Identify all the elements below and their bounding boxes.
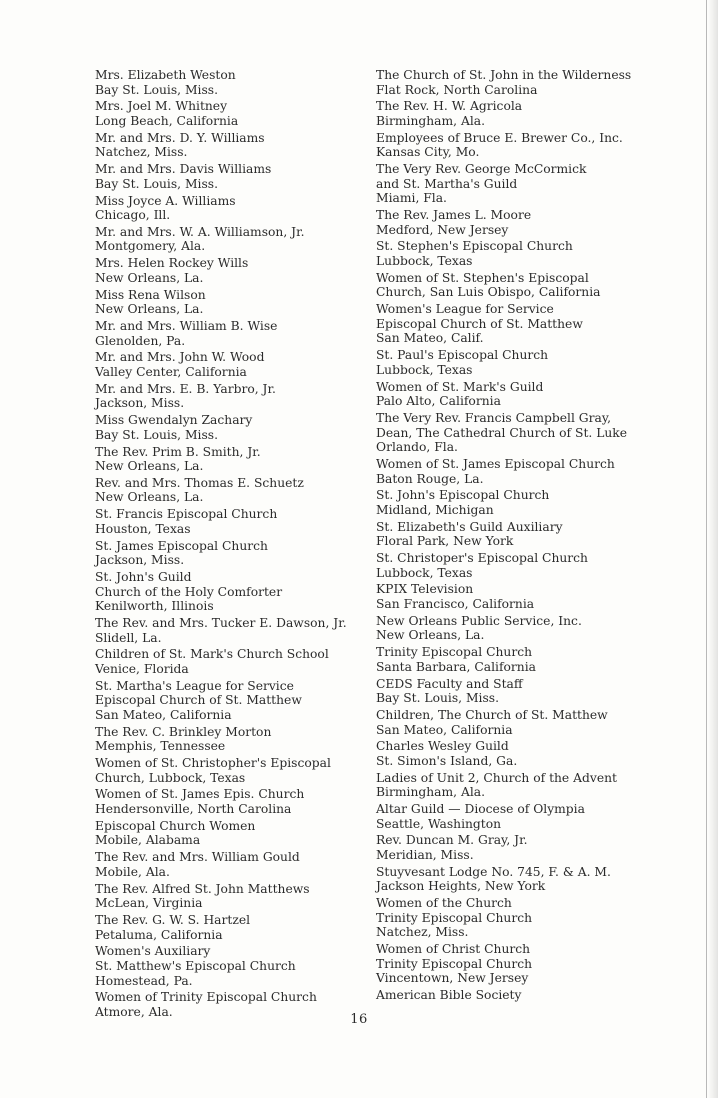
donor-entry (95, 256, 365, 285)
donor-entry (95, 647, 365, 676)
donor-name: The Rev. and Mrs. William Gould (95, 850, 300, 865)
donor-detail: Atmore, Ala. (95, 1004, 173, 1019)
donor-name: Altar Guild — Diocese of Olympia (376, 802, 585, 817)
donor-name: Mrs. Helen Rockey Wills (95, 256, 249, 271)
donor-detail: Chicago, Ill. (95, 208, 171, 223)
donor-name: Employees of Bruce E. Brewer Co., Inc. (376, 130, 623, 145)
donor-entry (95, 570, 365, 614)
donor-entry (95, 913, 365, 942)
donor-entry (95, 319, 365, 348)
donor-detail: Homestead, Pa. (95, 973, 193, 988)
donor-entry (376, 865, 676, 894)
donor-name: Miss Rena Wilson (95, 287, 206, 302)
donor-detail: Long Beach, California (95, 113, 239, 128)
donor-detail: Episcopal Church of St. Matthew (376, 316, 583, 331)
donor-name: Mr. and Mrs. E. B. Yarbro, Jr. (95, 381, 276, 396)
left-column (95, 68, 365, 1022)
donor-detail: San Mateo, California (376, 722, 513, 737)
donor-name: The Very Rev. Francis Campbell Gray, (376, 410, 612, 425)
donor-detail: Kenilworth, Illinois (95, 599, 214, 614)
donor-detail: Kansas City, Mo. (376, 145, 480, 160)
donor-detail: Bay St. Louis, Miss. (95, 427, 219, 442)
donor-entry (376, 771, 676, 800)
donor-detail: San Francisco, California (376, 597, 535, 611)
donor-detail: Jackson, Miss. (95, 553, 185, 568)
donor-entry (376, 131, 676, 160)
donor-detail: Memphis, Tennessee (95, 739, 226, 754)
donor-name: Miss Joyce A. Williams (95, 193, 236, 208)
donor-name: The Rev. Alfred St. John Matthews (95, 881, 310, 896)
donor-detail: Valley Center, California (95, 364, 247, 379)
donor-entry (376, 896, 676, 940)
donor-name: Women's League for Service (376, 302, 554, 317)
donor-entry (95, 819, 365, 848)
donor-entry (95, 787, 365, 816)
donor-entry (376, 582, 676, 611)
donor-name: The Rev. and Mrs. Tucker E. Dawson, Jr. (95, 615, 347, 630)
donor-detail: Seattle, Washington (376, 816, 502, 831)
donor-name: St. James Episcopal Church (95, 538, 268, 553)
donor-detail: Houston, Texas (95, 521, 191, 536)
donor-name: The Very Rev. George McCormick (376, 162, 587, 177)
donor-detail: Bay St. Louis, Miss. (95, 176, 219, 191)
donor-detail: St. Simon's Island, Ga. (376, 753, 518, 768)
donor-detail: Natchez, Miss. (376, 925, 469, 940)
donor-name: St. Christoper's Episcopal Church (376, 551, 588, 566)
donor-detail: Natchez, Miss. (95, 145, 188, 160)
donor-name: St. Martha's League for Service (95, 678, 294, 693)
donor-name: Mr. and Mrs. William B. Wise (95, 319, 278, 333)
donor-detail: New Orleans, La. (95, 270, 204, 285)
donor-name: Miss Gwendalyn Zachary (95, 413, 253, 428)
donor-name: Mr. and Mrs. D. Y. Williams (95, 130, 265, 145)
donor-entry (95, 507, 365, 536)
donor-detail: Miami, Fla. (376, 191, 447, 206)
donor-entry (95, 882, 365, 911)
donor-detail: Vincentown, New Jersey (376, 971, 529, 986)
page-edge-shadow (708, 0, 718, 1098)
donor-entry (376, 239, 676, 268)
donor-entry (376, 802, 676, 831)
donor-entry (376, 677, 676, 706)
donor-name: Children, The Church of St. Matthew (376, 707, 608, 722)
donor-detail: Glenolden, Pa. (95, 333, 186, 348)
donor-entry (376, 942, 676, 986)
donor-entry (376, 614, 676, 643)
donor-detail: Flat Rock, North Carolina (376, 82, 538, 97)
donor-detail: Venice, Florida (95, 661, 189, 676)
donor-entry (95, 616, 365, 645)
donor-entry (376, 411, 676, 455)
donor-name: St. John's Episcopal Church (376, 488, 550, 503)
donor-name: Women's Auxiliary (95, 944, 211, 959)
donor-entry (95, 225, 365, 254)
donor-entry (376, 162, 676, 206)
donor-detail: San Mateo, Calif. (376, 331, 484, 346)
donor-detail: Slidell, La. (95, 630, 162, 645)
donor-entry (376, 380, 676, 409)
donor-entry (376, 520, 676, 549)
donor-entry (376, 302, 676, 346)
donor-entry (95, 350, 365, 379)
donor-entry (95, 288, 365, 317)
donor-detail: Medford, New Jersey (376, 222, 509, 237)
donor-name: St. Stephen's Episcopal Church (376, 239, 573, 254)
donor-detail: Bay St. Louis, Miss. (95, 82, 219, 97)
donor-entry (376, 988, 676, 1003)
donor-detail: Trinity Episcopal Church (376, 910, 533, 925)
donor-name: The Rev. H. W. Agricola (376, 99, 523, 114)
donor-detail: St. Matthew's Episcopal Church (95, 958, 296, 973)
donor-name: St. Francis Episcopal Church (95, 507, 278, 522)
donor-entry (376, 488, 676, 517)
donor-name: Mr. and Mrs. John W. Wood (95, 350, 265, 365)
donor-entry (95, 725, 365, 754)
donor-detail: Dean, The Cathedral Church of St. Luke (376, 425, 628, 440)
donor-detail: Floral Park, New York (376, 534, 514, 549)
donor-detail: Birmingham, Ala. (376, 785, 486, 800)
donor-entry (95, 756, 365, 785)
donor-entry (376, 645, 676, 674)
donor-detail: Trinity Episcopal Church (376, 956, 533, 971)
donor-name: The Rev. G. W. S. Hartzel (95, 912, 251, 927)
donor-detail: Episcopal Church of St. Matthew (95, 693, 302, 708)
donor-detail: Mobile, Ala. (95, 864, 170, 879)
donor-detail: Orlando, Fla. (376, 440, 458, 455)
donor-entry (376, 457, 676, 486)
donor-entry (376, 208, 676, 237)
donor-entry (376, 708, 676, 737)
donor-name: Charles Wesley Guild (376, 739, 509, 754)
donor-name: Stuyvesant Lodge No. 745, F. & A. M. (376, 864, 611, 879)
donor-entry (95, 382, 365, 411)
donor-entry (95, 850, 365, 879)
donor-detail: Lubbock, Texas (376, 565, 473, 580)
page-edge-line (706, 0, 707, 1098)
donor-name: Women of the Church (376, 896, 512, 911)
donor-entry (376, 739, 676, 768)
donor-name: Women of St. James Episcopal Church (376, 456, 615, 471)
donor-name: New Orleans Public Service, Inc. (376, 613, 582, 628)
donor-entry (95, 413, 365, 442)
donor-detail: Church of the Holy Comforter (95, 584, 283, 599)
donor-detail: Midland, Michigan (376, 502, 494, 517)
donor-name: Mr. and Mrs. W. A. Williamson, Jr. (95, 224, 305, 239)
donor-detail: McLean, Virginia (95, 896, 203, 911)
donor-name: Mr. and Mrs. Davis Williams (95, 162, 272, 177)
donor-name: The Rev. James L. Moore (376, 208, 532, 223)
donor-detail: New Orleans, La. (95, 459, 204, 474)
donor-name: American Bible Society (376, 988, 522, 1003)
page-number: 16 (350, 1012, 368, 1027)
donor-name: St. Paul's Episcopal Church (376, 348, 549, 363)
donor-name: St. Elizabeth's Guild Auxiliary (376, 519, 563, 534)
donor-detail: Lubbock, Texas (376, 362, 473, 377)
donor-name: The Church of St. John in the Wilderness (376, 68, 632, 82)
donor-detail: New Orleans, La. (95, 302, 204, 317)
donor-name: CEDS Faculty and Staff (376, 676, 523, 691)
donor-detail: Jackson Heights, New York (376, 879, 546, 894)
donor-detail: Bay St. Louis, Miss. (376, 691, 500, 706)
donor-entry (95, 131, 365, 160)
donor-name: Mrs. Joel M. Whitney (95, 99, 228, 114)
donor-name: The Rev. C. Brinkley Morton (95, 724, 272, 739)
donor-detail: Santa Barbara, California (376, 659, 536, 674)
donor-name: KPIX Television (376, 582, 474, 597)
donor-name: St. John's Guild (95, 570, 192, 584)
donor-detail: and St. Martha's Guild (376, 176, 518, 191)
donor-entry (376, 68, 676, 97)
donor-detail: New Orleans, La. (95, 490, 204, 505)
donor-entry (95, 944, 365, 988)
donor-name: Rev. Duncan M. Gray, Jr. (376, 833, 528, 848)
donor-name: Women of Christ Church (376, 942, 531, 957)
donor-entry (95, 445, 365, 474)
donor-entry (95, 99, 365, 128)
donor-entry (376, 99, 676, 128)
donor-detail: Meridian, Miss. (376, 848, 474, 862)
donor-detail: New Orleans, La. (376, 628, 485, 643)
donor-name: Women of St. Mark's Guild (376, 379, 544, 394)
donor-name: The Rev. Prim B. Smith, Jr. (95, 444, 261, 459)
donor-detail: Baton Rouge, La. (376, 471, 484, 486)
donor-entry (376, 348, 676, 377)
donor-entry (376, 551, 676, 580)
donor-detail: Jackson, Miss. (95, 396, 185, 411)
donor-name: Women of St. Christopher's Episcopal (95, 756, 331, 771)
donor-detail: Mobile, Alabama (95, 833, 201, 848)
donor-entry (95, 476, 365, 505)
donor-name: Rev. and Mrs. Thomas E. Schuetz (95, 475, 304, 490)
donor-detail: Church, San Luis Obispo, California (376, 285, 601, 300)
donor-detail: Hendersonville, North Carolina (95, 802, 292, 817)
donor-detail: San Mateo, California (95, 707, 232, 722)
donor-detail: Church, Lubbock, Texas (95, 770, 246, 785)
donor-detail: Petaluma, California (95, 927, 223, 942)
donor-detail: Palo Alto, California (376, 394, 501, 409)
donor-detail: Lubbock, Texas (376, 254, 473, 269)
donor-entry (95, 162, 365, 191)
donor-entry (376, 833, 676, 862)
donor-entry (95, 68, 365, 97)
donor-name: Women of St. Stephen's Episcopal (376, 270, 589, 285)
donor-entry (376, 271, 676, 300)
donor-entry (95, 194, 365, 223)
right-column (376, 68, 676, 1005)
donor-name: Episcopal Church Women (95, 818, 256, 833)
donor-detail: Montgomery, Ala. (95, 239, 206, 254)
donor-name: Women of St. James Epis. Church (95, 787, 305, 802)
donor-name: Mrs. Elizabeth Weston (95, 68, 236, 82)
donor-entry (95, 679, 365, 723)
donor-name: Women of Trinity Episcopal Church (95, 990, 317, 1005)
donor-entry (95, 539, 365, 568)
donor-detail: Birmingham, Ala. (376, 113, 486, 128)
donor-name: Children of St. Mark's Church School (95, 647, 329, 662)
donor-name: Ladies of Unit 2, Church of the Advent (376, 770, 617, 785)
donor-name: Trinity Episcopal Church (376, 645, 533, 660)
